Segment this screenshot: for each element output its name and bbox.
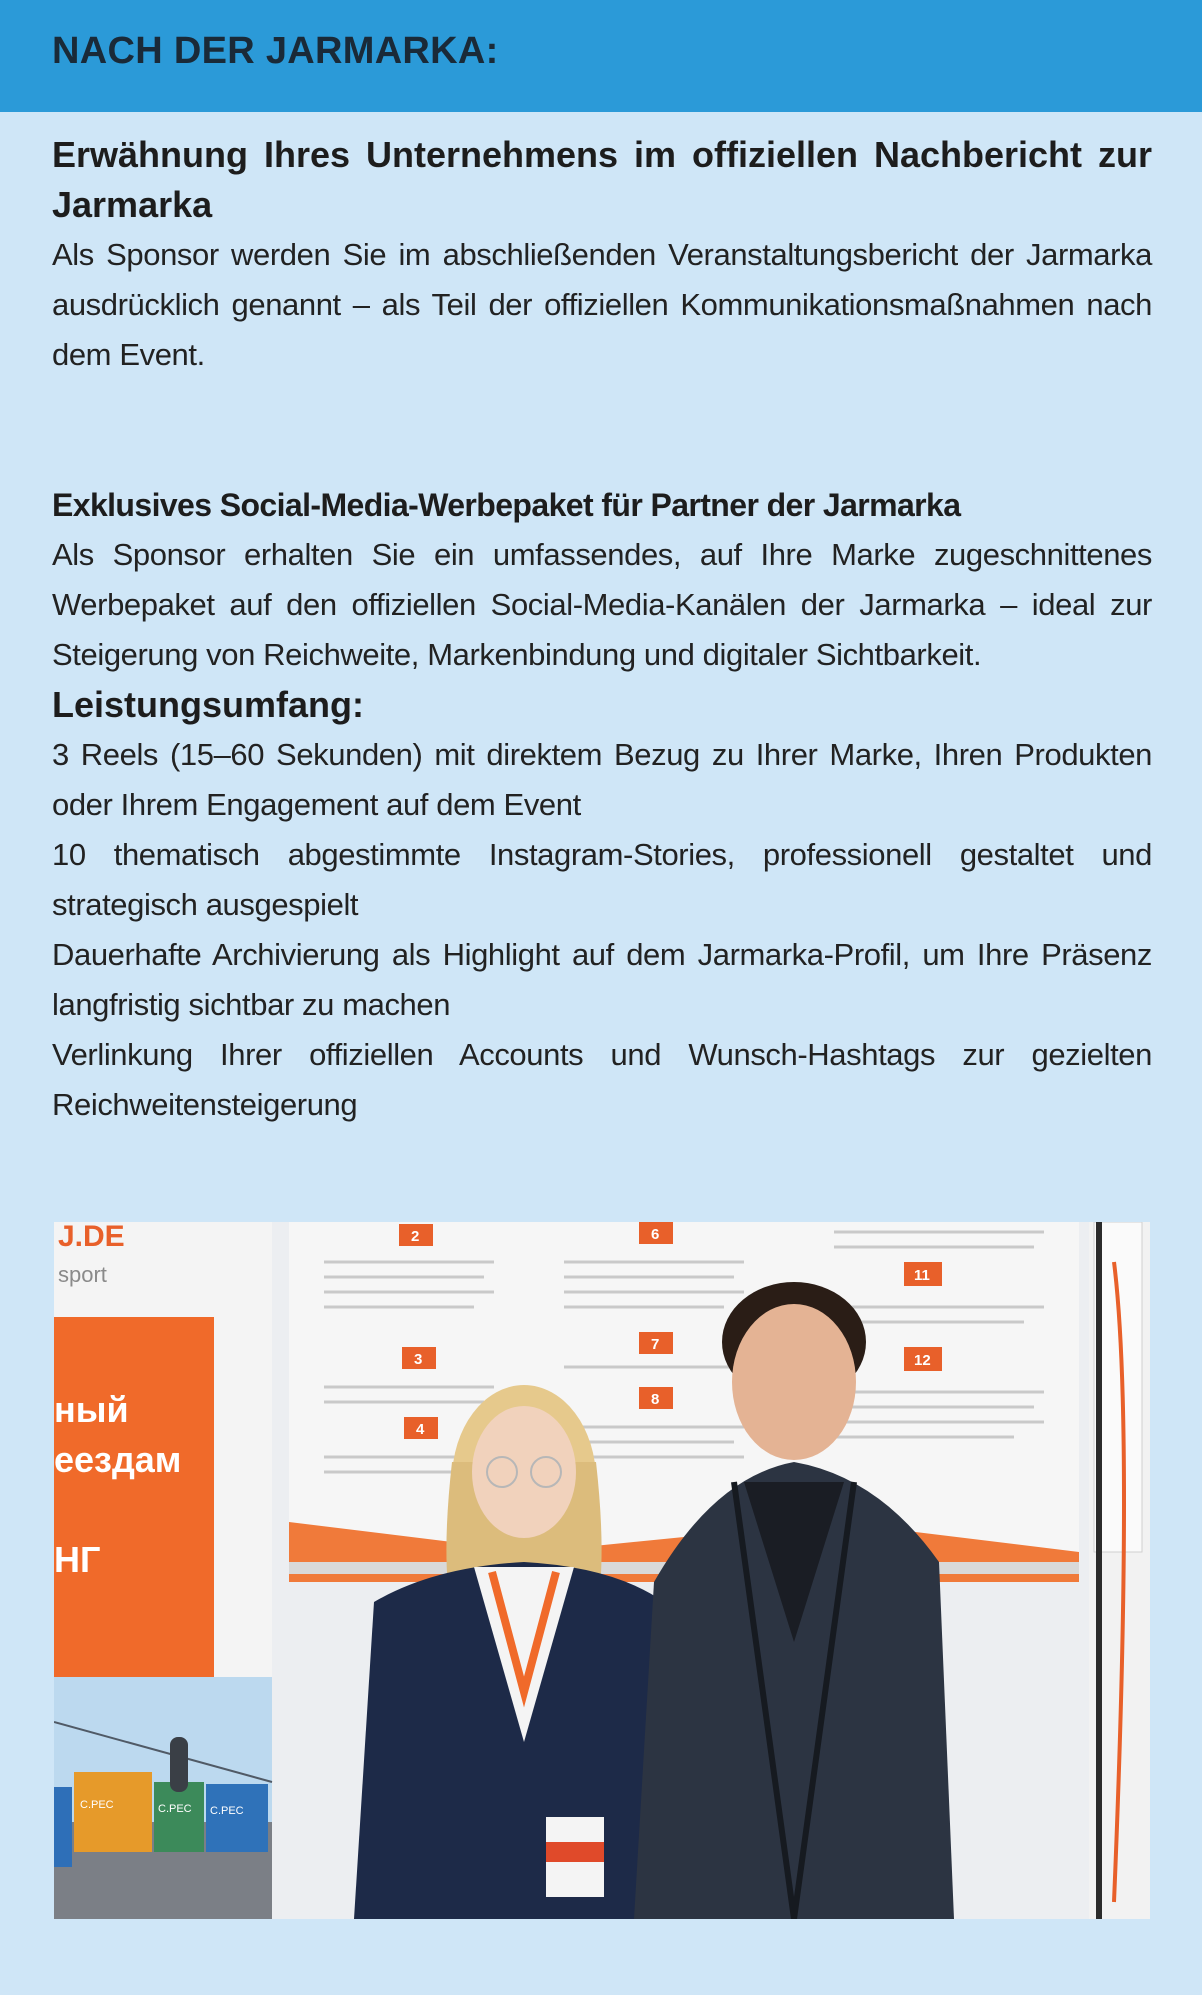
info-board [289, 1222, 1079, 1582]
scope-item-3: Dauerhafte Archivierung als Highlight auf dem Jarmarka-Profil, um Ihre Präsenz langfristig sichtbar zu machen [52, 937, 1152, 1022]
header-title: NACH DER JARMARKA: [52, 30, 499, 72]
banner-brand: J.DE [58, 1222, 125, 1253]
rollup-banner [54, 1222, 272, 1919]
banner-line-2: еездам [54, 1439, 182, 1480]
board-num-2: 2 [411, 1228, 420, 1245]
scope-item-4: Verlinkung Ihrer offiziellen Accounts und Wunsch-Hashtags zur gezielten Reichweitensteigerung [52, 1037, 1152, 1122]
event-photo [54, 1222, 1150, 1919]
section1-title: Erwähnung Ihres Unternehmens im offiziellen Nachbericht zur Jarmarka [52, 134, 1152, 225]
content [52, 130, 1152, 1130]
section2-title: Exklusives Social-Media-Werbepaket für Partner der Jarmarka [52, 487, 961, 523]
header-bar [0, 0, 1202, 112]
banner-line-3: НГ [54, 1539, 101, 1580]
scope-item-2: 10 thematisch abgestimmte Instagram-Stories, professionell gestaltet und strategisch ausgespielt [52, 837, 1152, 922]
board-num-4: 4 [416, 1421, 425, 1438]
board-num-3: 3 [414, 1351, 423, 1368]
scope-title: Leistungsumfang: [52, 684, 364, 725]
board-num-11: 11 [914, 1267, 930, 1284]
board-num-12: 12 [914, 1352, 931, 1369]
section2-body: Als Sponsor erhalten Sie ein umfassendes, auf Ihre Marke zugeschnittenes Werbepaket auf den offiziellen Social-Media-Kanälen der Jarmarka – ideal zur Steigerung von Reichweite, Markenbindung und digitaler Sichtbarkeit. [52, 537, 1152, 672]
container-label-3: С.РЕС [210, 1805, 244, 1817]
scope-item-1: 3 Reels (15–60 Sekunden) mit direktem Bezug zu Ihrer Marke, Ihren Produkten oder Ihrem Engagement auf dem Event [52, 737, 1152, 822]
board-num-8: 8 [651, 1391, 660, 1408]
section-spacer [52, 380, 1152, 480]
banner-line-1: ный [54, 1389, 129, 1430]
board-num-6: 6 [651, 1226, 660, 1243]
banner-sub: sport [58, 1262, 107, 1287]
section1-body: Als Sponsor werden Sie im abschließenden Veranstaltungsbericht der Jarmarka ausdrücklich genannt – als Teil der offiziellen Kommunikationsmaßnahmen nach dem Event. [52, 237, 1152, 372]
board-num-7: 7 [651, 1336, 660, 1353]
container-label-1: С.РЕС [80, 1799, 114, 1811]
container-label-2: С.РЕС [158, 1803, 192, 1815]
